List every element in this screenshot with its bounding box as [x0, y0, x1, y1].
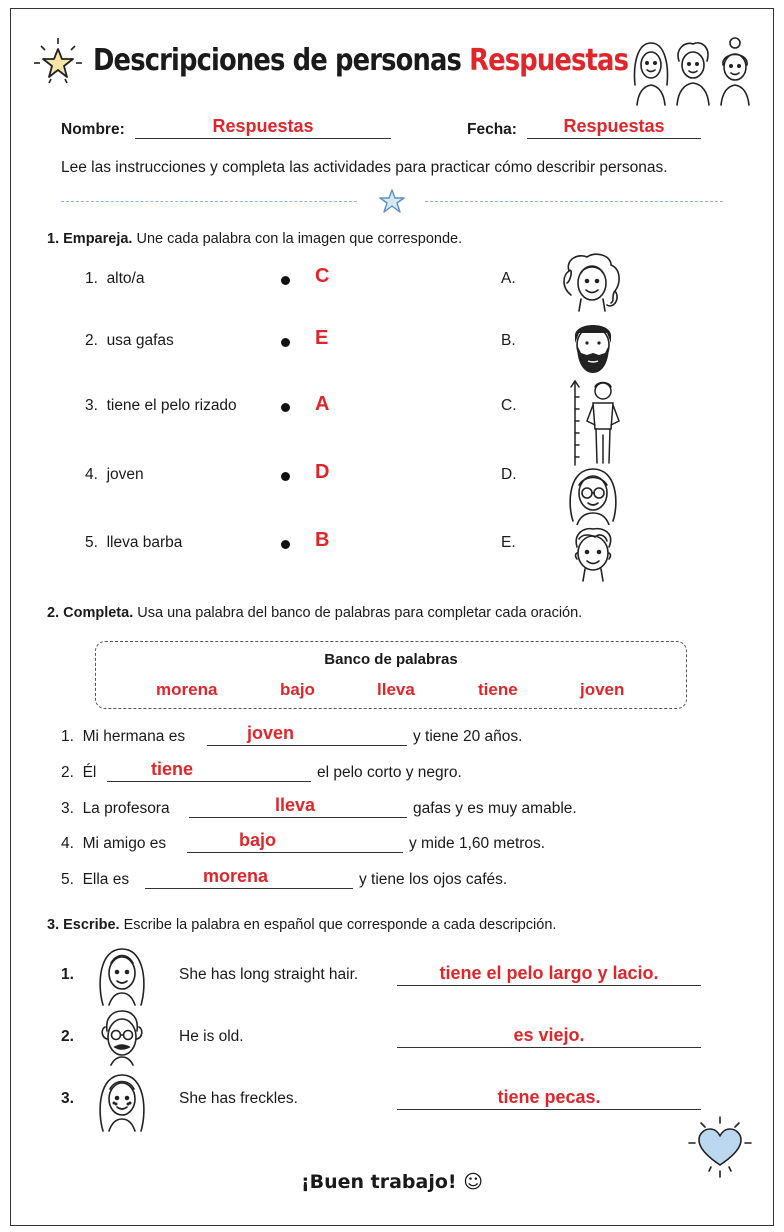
divider-star-icon [379, 189, 405, 213]
glasses-woman-icon [563, 463, 623, 525]
family-icon [629, 35, 757, 107]
sentence-blank[interactable] [187, 828, 403, 853]
match-dot[interactable] [281, 403, 290, 412]
sentence-end: el pelo corto y negro. [317, 764, 462, 781]
sentence-start: 1. Mi hermana es [61, 728, 186, 745]
page-title [93, 43, 628, 78]
answer-line[interactable] [397, 1083, 701, 1110]
option-label: E. [501, 534, 516, 551]
heart-icon [687, 1115, 753, 1179]
option-label: B. [501, 332, 516, 349]
name-answer: Respuestas [212, 116, 314, 136]
option-label: C. [501, 397, 517, 414]
sentence-blank[interactable] [189, 793, 407, 818]
sentence-blank[interactable] [207, 721, 407, 746]
item-number: 2. [61, 1028, 74, 1045]
tall-person-icon [567, 377, 627, 469]
sentence-blank[interactable] [145, 864, 353, 889]
title-answer: Respuestas [469, 43, 629, 78]
date-label: Fecha: [467, 121, 517, 138]
match-answer: A [315, 393, 330, 415]
bank-word: lleva [377, 680, 415, 699]
sentence-end: gafas y es muy amable. [413, 800, 577, 817]
bank-word: bajo [280, 680, 315, 699]
blank-answer: morena [203, 866, 269, 886]
match-answer: C [315, 265, 330, 287]
bank-word: joven [580, 680, 625, 699]
footer [11, 1171, 773, 1193]
title-text: Descripciones de personas [93, 43, 462, 78]
answer-line[interactable] [397, 959, 701, 986]
word-bank [95, 641, 687, 709]
match-dot[interactable] [281, 540, 290, 549]
answer-line[interactable] [397, 1021, 701, 1048]
sentence-start: 5. Ella es [61, 871, 130, 888]
footer-text: ¡Buen trabajo! [300, 1171, 457, 1193]
divider-left [61, 201, 357, 202]
name-label: Nombre: [61, 121, 125, 138]
worksheet-page [10, 8, 774, 1226]
long-hair-woman-icon [95, 945, 149, 1007]
sentence-end: y mide 1,60 metros. [409, 835, 546, 852]
sentence-start: 3. La profesora [61, 800, 170, 817]
match-dot[interactable] [281, 472, 290, 481]
section3-heading: 3. Escribe. Escribe la palabra en español que corresponde a cada descripción. [47, 917, 557, 933]
blank-answer: joven [247, 723, 295, 743]
match-dot[interactable] [281, 276, 290, 285]
blank-answer: bajo [239, 830, 277, 850]
section2-heading: 2. Completa. Usa una palabra del banco de palabras para completar cada oración. [47, 605, 583, 621]
match-dot[interactable] [281, 338, 290, 347]
name-field[interactable] [135, 113, 391, 139]
description-answer: tiene pecas. [497, 1087, 601, 1107]
description-text: She has freckles. [179, 1090, 298, 1107]
description-answer: es viejo. [513, 1025, 585, 1045]
match-item: 2. usa gafas [85, 332, 174, 349]
bank-word: tiene [478, 680, 518, 699]
sentence-start: 2. Él [61, 764, 97, 781]
old-man-icon [95, 1007, 149, 1069]
match-item: 4. joven [85, 466, 144, 483]
match-item: 1. alto/a [85, 270, 145, 287]
sentence-end: y tiene los ojos cafés. [359, 871, 508, 888]
date-field[interactable] [527, 113, 701, 139]
blank-answer: tiene [151, 759, 194, 779]
blank-answer: lleva [275, 795, 316, 815]
star-icon [29, 37, 87, 89]
date-answer: Respuestas [563, 116, 665, 136]
option-label: A. [501, 270, 516, 287]
smiley-icon: ☺ [463, 1171, 484, 1193]
description-answer: tiene el pelo largo y lacio. [439, 963, 659, 983]
match-item: 3. tiene el pelo rizado [85, 397, 237, 414]
section1-heading: 1. Empareja. Une cada palabra con la imagen que corresponde. [47, 231, 463, 247]
young-boy-icon [565, 525, 621, 583]
instructions-text: Lee las instrucciones y completa las actividades para practicar cómo describir personas. [61, 159, 668, 176]
item-number: 1. [61, 966, 74, 983]
description-text: He is old. [179, 1028, 244, 1045]
match-answer: B [315, 529, 330, 551]
match-answer: E [315, 327, 329, 349]
match-item: 5. lleva barba [85, 534, 183, 551]
description-text: She has long straight hair. [179, 966, 359, 983]
bank-word: morena [156, 680, 218, 699]
divider-right [425, 201, 723, 202]
freckles-girl-icon [95, 1069, 149, 1133]
match-answer: D [315, 461, 330, 483]
item-number: 3. [61, 1090, 74, 1107]
word-bank-title: Banco de palabras [324, 651, 458, 668]
sentence-end: y tiene 20 años. [413, 728, 523, 745]
bearded-man-icon [563, 315, 623, 375]
option-label: D. [501, 466, 517, 483]
sentence-start: 4. Mi amigo es [61, 835, 167, 852]
sentence-blank[interactable] [107, 757, 311, 782]
curly-hair-face-icon [559, 251, 625, 313]
